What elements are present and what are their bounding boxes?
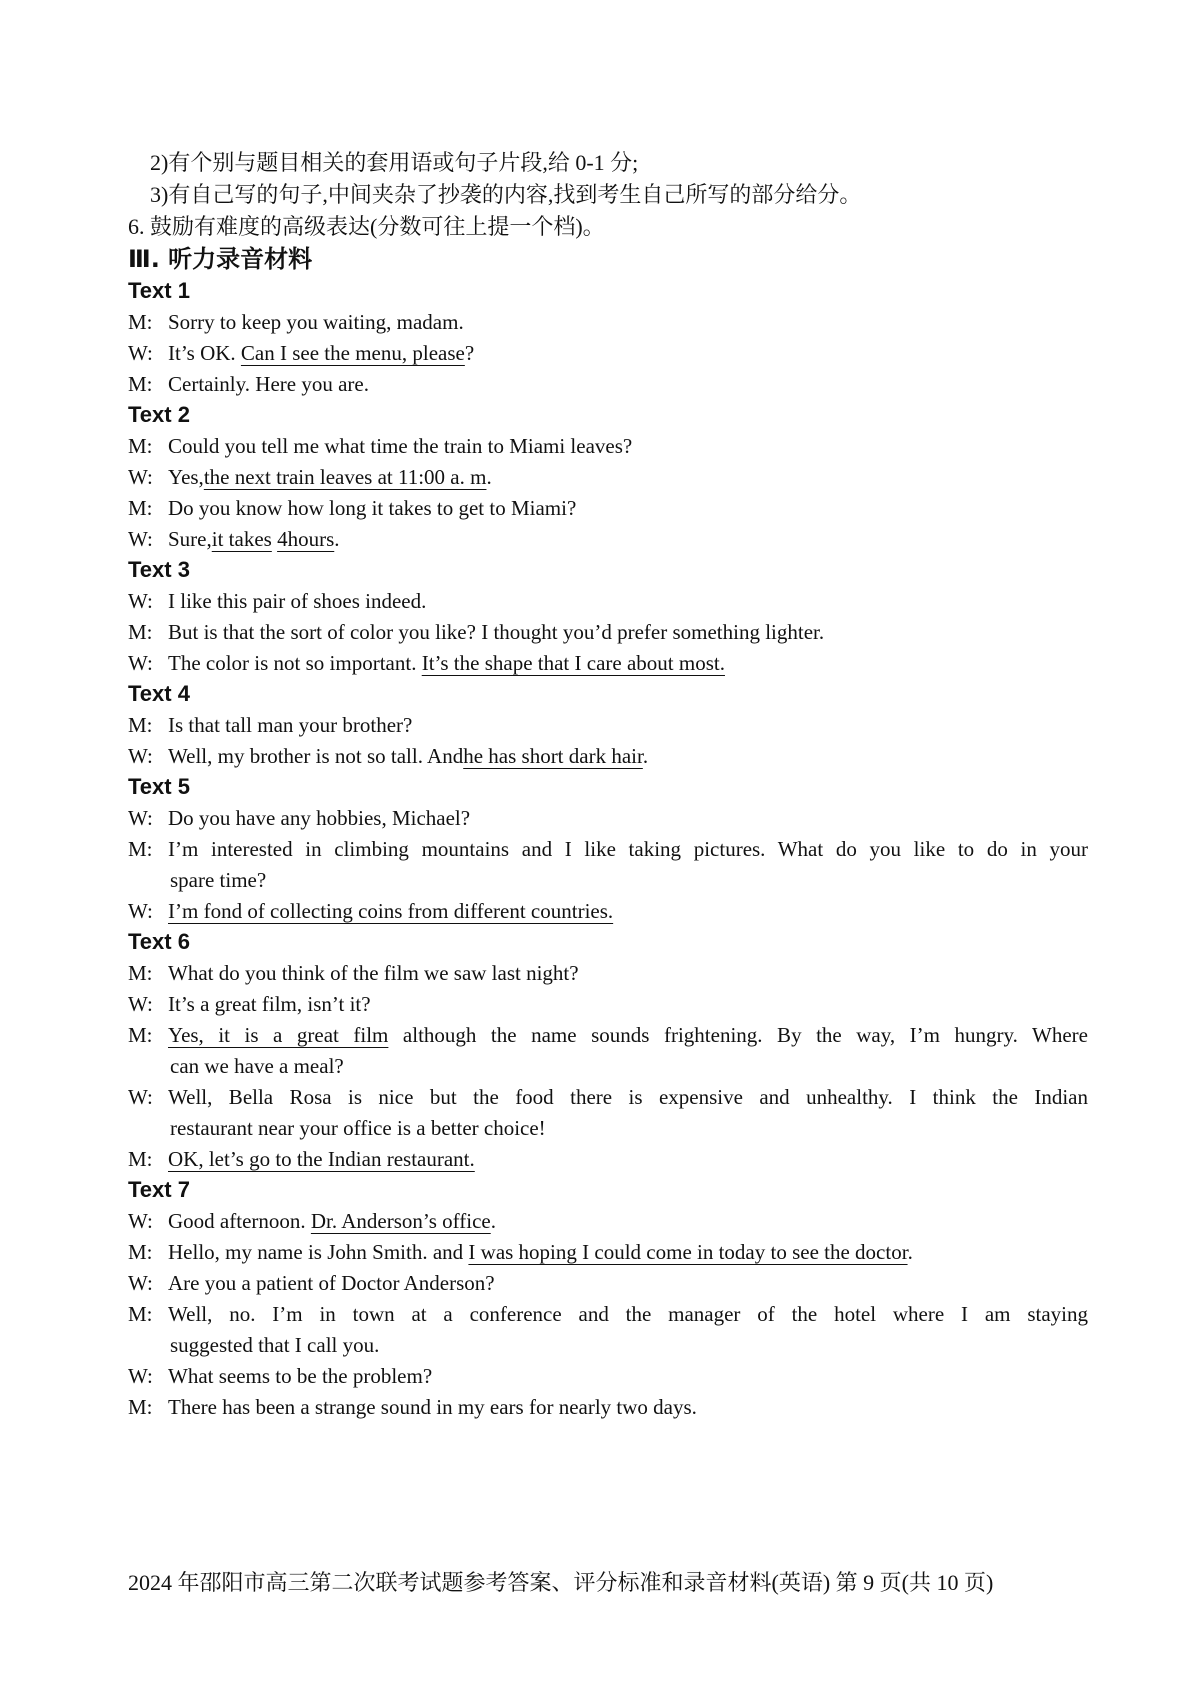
underlined-answer: Dr. Anderson’s office: [310, 1209, 491, 1233]
line-text-end: ?: [464, 341, 475, 365]
dialogue-line: [128, 1235, 1088, 1269]
speaker-label: W:: [128, 1209, 153, 1233]
dialogue-line: [128, 801, 1088, 835]
dialogue-line: [128, 615, 1088, 649]
underlined-answer: he has short dark hair: [463, 744, 643, 768]
dialogue-line: [128, 1390, 1088, 1424]
page-footer: 2024 年邵阳市高三第二次联考试题参考答案、评分标准和录音材料(英语) 第 9 页(共 10 页): [128, 1570, 994, 1595]
rule-6: 6. 鼓励有难度的高级表达(分数可往上提一个档)。: [128, 214, 605, 239]
dialogue-line-continued: can we have a meal?: [170, 1054, 344, 1078]
line-text-end: .: [334, 527, 340, 551]
line-text: There has been a strange sound in my ears for nearly two days.: [168, 1395, 697, 1419]
dialogue-line: [128, 491, 1088, 525]
speaker-label: W:: [128, 527, 153, 551]
speaker-label: M:: [128, 620, 153, 644]
dialogue-line: [128, 305, 1088, 339]
line-text: I like this pair of shoes indeed.: [168, 589, 427, 613]
line-text: The color is not so important.: [168, 651, 422, 675]
line-text: It’s a great film, isn’t it?: [168, 992, 371, 1016]
line-text-end: .: [642, 744, 649, 768]
line-text: although the name sounds frightening. By the way, I’m hungry. Where: [388, 1023, 1088, 1047]
underlined-answer: I was hoping I could come in today to see the doctor: [468, 1240, 908, 1264]
speaker-label: M:: [128, 837, 153, 861]
rule-3: 3)有自己写的句子,中间夹杂了抄袭的内容,找到考生自己所写的部分给分。: [150, 182, 862, 207]
text-3-title: Text 3: [128, 557, 190, 582]
line-text: Sure,: [168, 527, 212, 551]
speaker-label: W:: [128, 465, 153, 489]
line-text: Yes,: [168, 465, 204, 489]
line-text-end: .: [486, 465, 492, 489]
dialogue-line-continued: spare time?: [170, 868, 267, 892]
dialogue-line: [128, 832, 1088, 866]
dialogue-line: [128, 522, 1088, 556]
speaker-label: M:: [128, 1302, 153, 1326]
speaker-label: W:: [128, 899, 153, 923]
dialogue-line-continued: suggested that I call you.: [170, 1333, 380, 1357]
underlined-answer: Yes, it is a great film: [168, 1023, 389, 1047]
rule-2: 2)有个别与题目相关的套用语或句子片段,给 0-1 分;: [150, 150, 639, 175]
line-text: Do you know how long it takes to get to Miami?: [168, 496, 577, 520]
speaker-label: W:: [128, 992, 153, 1016]
underlined-answer: I’m fond of collecting coins from different countries.: [168, 899, 614, 923]
dialogue-line: [128, 956, 1088, 990]
speaker-label: M:: [128, 1023, 153, 1047]
dialogue-line: [128, 460, 1088, 494]
dialogue-line: [128, 739, 1088, 773]
dialogue-line: [128, 584, 1088, 618]
line-text: It’s OK.: [168, 341, 241, 365]
dialogue-line: [128, 646, 1088, 680]
line-text: I’m interested in climbing mountains and I like taking pictures. What do you like to do in your: [168, 837, 1088, 861]
underlined-answer: it takes: [211, 527, 272, 551]
dialogue-line: [128, 367, 1088, 401]
dialogue-line: [128, 1018, 1088, 1052]
line-text: Well, Bella Rosa is nice but the food there is expensive and unhealthy. I think the Indian: [168, 1085, 1088, 1109]
dialogue-line: [128, 894, 1088, 928]
line-text: Do you have any hobbies, Michael?: [168, 806, 471, 830]
dialogue-line: [128, 429, 1088, 463]
speaker-label: M:: [128, 1395, 153, 1419]
speaker-label: M:: [128, 961, 153, 985]
speaker-label: M:: [128, 434, 153, 458]
speaker-label: W:: [128, 651, 153, 675]
dialogue-line: [128, 1142, 1088, 1176]
underlined-answer: Can I see the menu, please: [240, 341, 465, 365]
dialogue-line: [128, 1359, 1088, 1393]
line-text: Sorry to keep you waiting, madam.: [168, 310, 464, 334]
dialogue-line: [128, 987, 1088, 1021]
speaker-label: M:: [128, 713, 153, 737]
line-text: Well, my brother is not so tall. And: [168, 744, 464, 768]
line-text: Are you a patient of Doctor Anderson?: [168, 1271, 495, 1295]
line-text: What seems to be the problem?: [168, 1364, 433, 1388]
speaker-label: W:: [128, 589, 153, 613]
text-5-title: Text 5: [128, 774, 190, 799]
line-text: Well, no. I’m in town at a conference and the manager of the hotel where I am staying: [168, 1302, 1088, 1326]
text-1-title: Text 1: [128, 278, 190, 303]
speaker-label: W:: [128, 341, 153, 365]
dialogue-line-continued: restaurant near your office is a better choice!: [170, 1116, 546, 1140]
speaker-label: W:: [128, 806, 153, 830]
section-title: Ⅲ. 听力录音材料: [128, 245, 313, 273]
speaker-label: M:: [128, 310, 153, 334]
speaker-label: W:: [128, 744, 153, 768]
dialogue-line: [128, 1297, 1088, 1331]
speaker-label: W:: [128, 1364, 153, 1388]
line-text: Good afternoon.: [168, 1209, 311, 1233]
dialogue-line: [128, 1080, 1088, 1114]
text-6-title: Text 6: [128, 929, 190, 954]
text-2-title: Text 2: [128, 402, 190, 427]
dialogue-line: [128, 336, 1088, 370]
speaker-label: M:: [128, 1147, 153, 1171]
line-text-end: .: [907, 1240, 913, 1264]
line-text: But is that the sort of color you like? I thought you’d prefer something lighter.: [168, 620, 825, 644]
dialogue-line: [128, 1204, 1088, 1238]
dialogue-line: [128, 1266, 1088, 1300]
line-text: What do you think of the film we saw last night?: [168, 961, 579, 985]
underlined-answer: 4hours: [277, 527, 335, 551]
line-text-end: .: [490, 1209, 496, 1233]
underlined-answer: the next train leaves at 11:00 a. m: [203, 465, 487, 489]
line-text: Certainly. Here you are.: [168, 372, 369, 396]
text-7-title: Text 7: [128, 1177, 190, 1202]
speaker-label: M:: [128, 496, 153, 520]
text-4-title: Text 4: [128, 681, 190, 706]
speaker-label: M:: [128, 1240, 153, 1264]
underlined-answer: OK, let’s go to the Indian restaurant.: [168, 1147, 475, 1171]
speaker-label: W:: [128, 1085, 153, 1109]
line-text: Is that tall man your brother?: [168, 713, 413, 737]
speaker-label: W:: [128, 1271, 153, 1295]
underlined-answer: It’s the shape that I care about most.: [421, 651, 725, 675]
speaker-label: M:: [128, 372, 153, 396]
line-text: Could you tell me what time the train to Miami leaves?: [168, 434, 633, 458]
dialogue-line: [128, 708, 1088, 742]
line-text: Hello, my name is John Smith. and: [168, 1240, 469, 1264]
